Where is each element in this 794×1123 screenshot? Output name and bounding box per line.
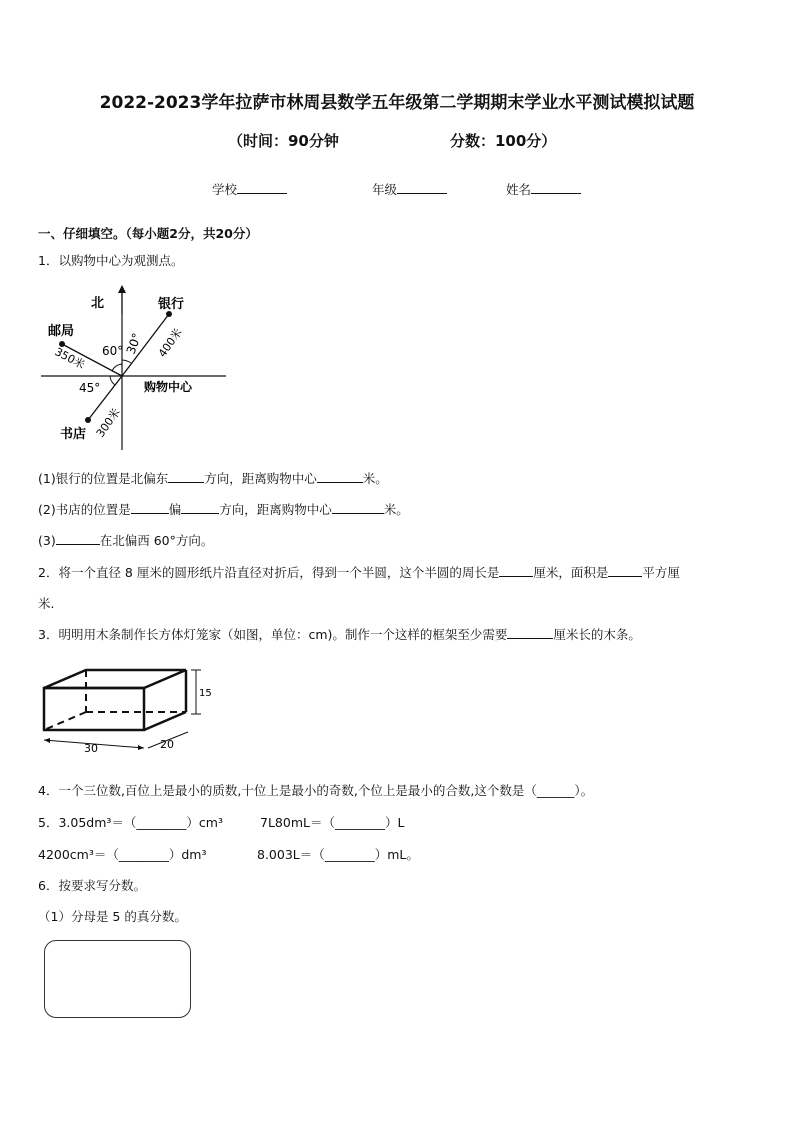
post-office-label: 邮局 xyxy=(48,324,75,339)
q6-stem: 6．按要求写分数。 xyxy=(38,878,146,893)
name-blank[interactable] xyxy=(531,180,581,194)
name-label: 姓名 xyxy=(506,182,532,197)
angle-30-label: 30° xyxy=(123,331,145,357)
q5-line1a: 5．3.05dm³＝（________）cm³ xyxy=(38,815,223,830)
north-arrow-icon xyxy=(118,285,126,293)
q2-blank-perimeter[interactable] xyxy=(499,563,533,577)
q5-line2b: 8.003L＝（________）mL。 xyxy=(257,847,419,862)
grade-blank[interactable] xyxy=(397,180,447,194)
q1-stem: 1．以购物中心为观测点。 xyxy=(38,253,184,268)
q4-text: 4．一个三位数,百位上是最小的质数,十位上是最小的奇数,个位上是最小的合数,这个数是（______）。 xyxy=(38,783,594,798)
q1-part2: (2)书店的位置是 偏 方向，距离购物中心 米。 xyxy=(38,502,409,517)
q5-line1b: 7L80mL＝（________）L xyxy=(260,815,405,830)
q3-blank[interactable] xyxy=(507,625,553,639)
school-label: 学校 xyxy=(212,182,238,197)
q3-stem: 3．明明用木条制作长方体灯笼家（如图，单位：cm)。制作一个这样的框架至少需要 厘米长的木条。 xyxy=(38,627,641,642)
q1-p2-blank-dir2[interactable] xyxy=(181,500,219,514)
name-field[interactable] xyxy=(506,180,581,198)
height-label: 15 xyxy=(199,688,212,699)
q6-part1: （1）分母是 5 的真分数。 xyxy=(38,909,187,924)
q5-line2a: 4200cm³＝（________）dm³ xyxy=(38,847,207,862)
q2-blank-area[interactable] xyxy=(608,563,642,577)
school-blank[interactable] xyxy=(237,180,287,194)
angle-45-label: 45° xyxy=(79,381,101,395)
grade-label: 年级 xyxy=(372,182,398,197)
angle-60-label: 60° xyxy=(102,344,124,358)
school-field[interactable] xyxy=(212,180,287,198)
direction-diagram xyxy=(36,280,236,455)
length-label: 30 xyxy=(84,742,98,755)
bank-distance-label: 400米 xyxy=(155,326,185,360)
q1-p1-blank-direction[interactable] xyxy=(168,469,204,483)
q1-part3: (3) 在北偏西 60°方向。 xyxy=(38,533,214,548)
q6-answer-box[interactable] xyxy=(44,940,191,1018)
bookstore-label: 书店 xyxy=(60,427,87,442)
north-label: 北 xyxy=(91,296,105,311)
exam-score: 分数：100分） xyxy=(450,132,557,150)
q1-p3-blank[interactable] xyxy=(56,531,100,545)
post-office-distance-label: 350米 xyxy=(52,345,87,372)
bookstore-distance-label: 300米 xyxy=(93,406,123,440)
q2-line2: 米. xyxy=(38,596,55,611)
q1-part1: (1)银行的位置是北偏东 方向，距离购物中心 米。 xyxy=(38,471,388,486)
page-title: 2022-2023学年拉萨市林周县数学五年级第二学期期末学业水平测试模拟试题 xyxy=(99,93,695,113)
q1-p2-blank-dir1[interactable] xyxy=(131,500,169,514)
q2-line1: 2．将一个直径 8 厘米的圆形纸片沿直径对折后，得到一个半圆，这个半圆的周长是 厘米，面积是 平方厘 xyxy=(38,565,680,580)
section-heading: 一、仔细填空。（每小题2分，共20分） xyxy=(38,226,258,241)
cuboid-diagram xyxy=(36,660,216,760)
grade-field[interactable] xyxy=(372,180,447,198)
bank-label: 银行 xyxy=(158,297,185,312)
exam-time: （时间：90分钟 xyxy=(228,132,339,150)
width-label: 20 xyxy=(160,738,174,751)
q1-p1-blank-distance[interactable] xyxy=(317,469,363,483)
bookstore-point xyxy=(85,417,91,423)
q1-p2-blank-distance[interactable] xyxy=(332,500,384,514)
center-label: 购物中心 xyxy=(144,380,193,394)
